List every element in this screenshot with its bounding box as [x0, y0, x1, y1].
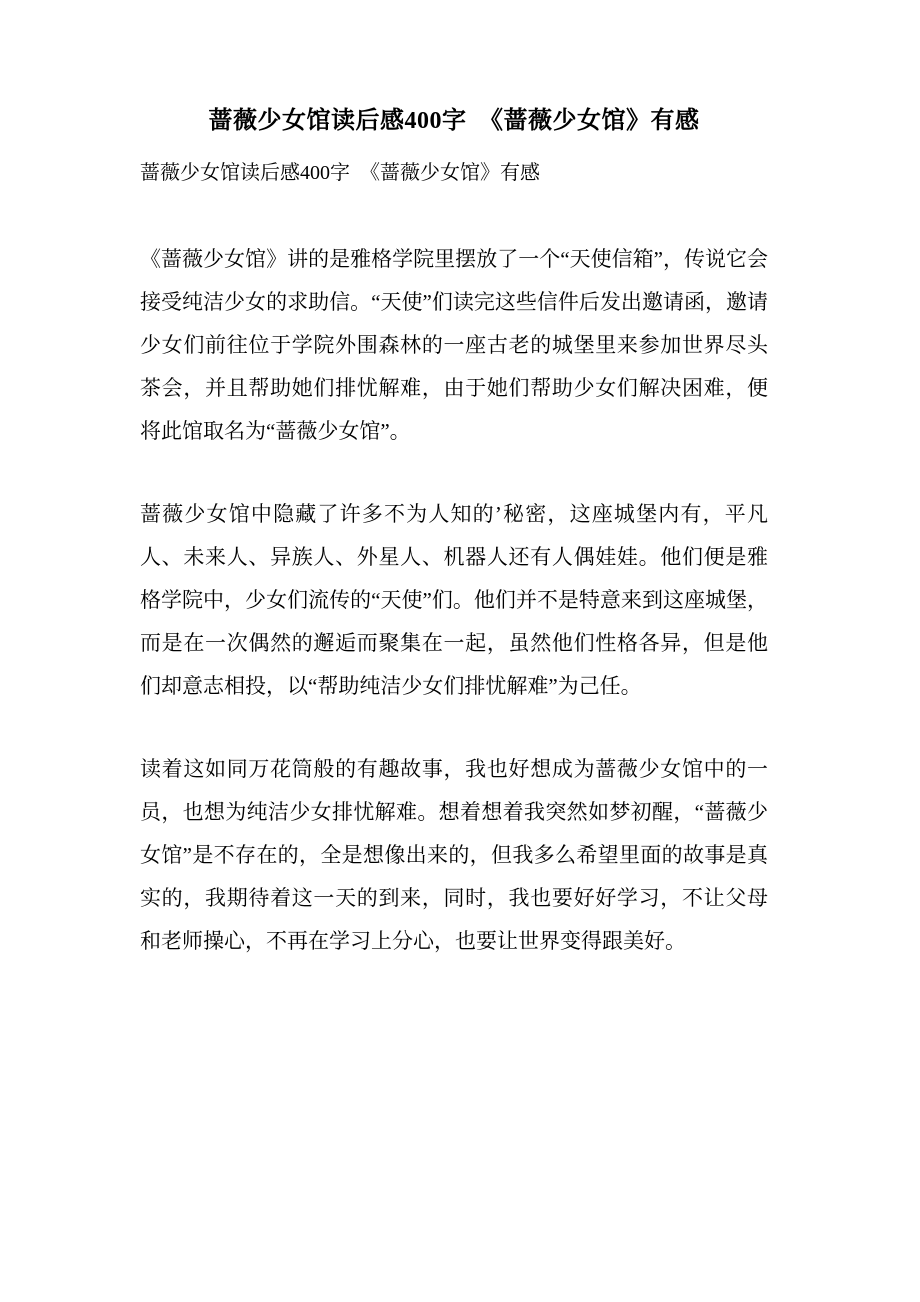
paragraph-2: 蔷薇少女馆中隐藏了许多不为人知的’秘密，这座城堡内有，平凡人、未来人、异族人、外星人、机器人还有人偶娃娃。他们便是雅格学院中，少女们流传的“天使”们。他们并不是特意来到这座城堡，而是在一次偶然的邂逅而聚集在一起，虽然他们性格各异，但是他们却意志相投，以“帮助纯洁少女们排忧解难”为己任。	[140, 502, 768, 698]
paragraph-1: 《蔷薇少女馆》讲的是雅格学院里摆放了一个“天使信箱”，传说它会接受纯洁少女的求助信。“天使”们读完这些信件后发出邀请函，邀请少女们前往位于学院外围森林的一座古老的城堡里来参加世界尽头茶会，并且帮助她们排忧解难，由于她们帮助少女们解决困难，便将此馆取名为“蔷薇少女馆”。	[140, 247, 768, 443]
document-title: 蔷薇少女馆读后感400字 《蔷薇少女馆》有感	[208, 108, 700, 134]
document-subtitle: 蔷薇少女馆读后感400字 《蔷薇少女馆》有感	[140, 162, 540, 184]
paragraph-3: 读着这如同万花筒般的有趣故事，我也好想成为蔷薇少女馆中的一员，也想为纯洁少女排忧解难。想着想着我突然如梦初醒，“蔷薇少女馆”是不存在的，全是想像出来的，但我多么希望里面的故事是真实的，我期待着这一天的到来，同时，我也要好好学习，不让父母和老师操心，不再在学习上分心，也要让世界变得跟美好。	[140, 757, 768, 953]
